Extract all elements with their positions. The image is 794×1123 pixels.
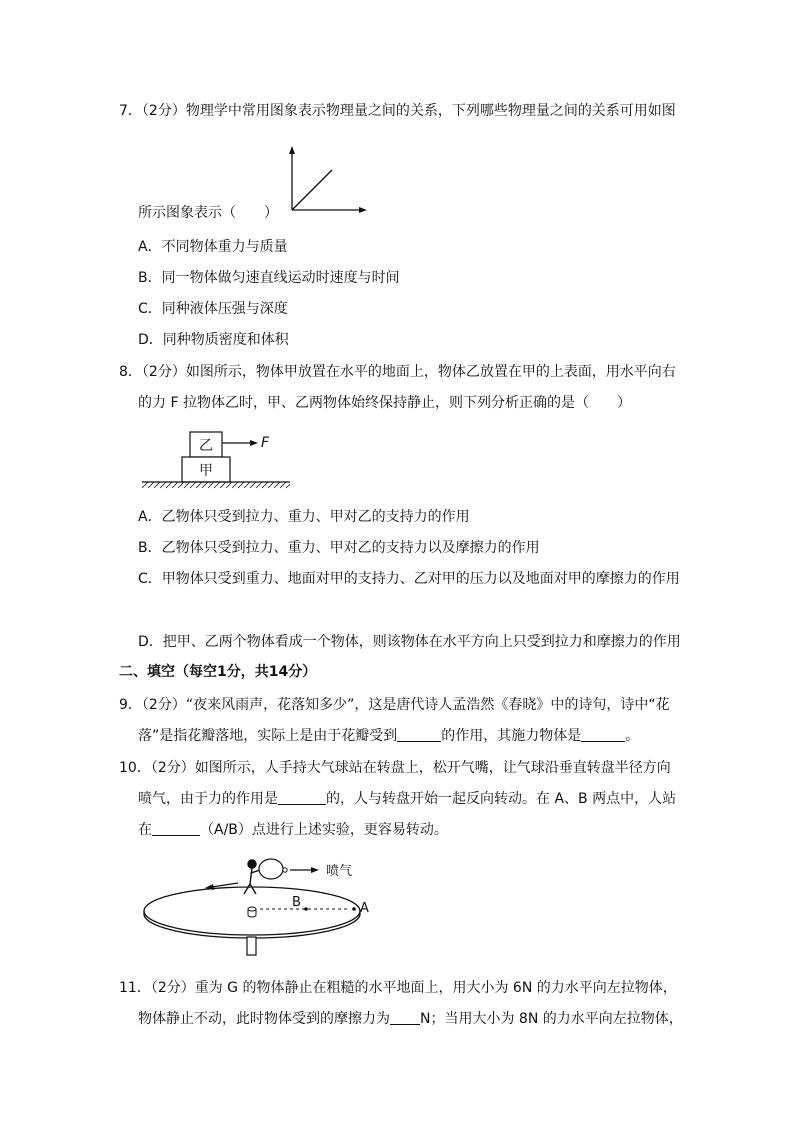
q10-stem-line1: 10．（2分）如图所示，人手持大气球站在转盘上，松开气嘴，让气球沿垂直转盘半径方向: [119, 760, 671, 776]
q7-proportional-line: [292, 170, 332, 210]
q7-option-a: A．不同物体重力与质量: [138, 239, 288, 255]
q10-balloon: [259, 859, 283, 879]
q8-force-arrowhead: [250, 440, 258, 446]
q7-stem-line2: 所示图象表示（ ）: [138, 205, 278, 221]
q9-text-part3: 。: [625, 728, 640, 744]
q8-blocks-figure: [140, 428, 300, 493]
q10-blank-2[interactable]: [152, 821, 200, 836]
q8-block-jia-label: 甲: [199, 463, 213, 479]
q10-stem-line2: [138, 789, 676, 809]
q8-force-label: F: [261, 435, 270, 451]
q10-turntable-shaft: [247, 937, 256, 955]
q10-jet-label: 喷气: [326, 864, 353, 879]
section-2-heading: 二、填空（每空1分，共14分）: [119, 664, 317, 680]
q10-balloon-nozzle: [283, 868, 287, 872]
q8-option-d: D．把甲、乙两个物体看成一个物体，则该物体在水平方向上只受到拉力和摩擦力的作用: [138, 634, 681, 650]
q10-blank-1[interactable]: [278, 790, 326, 805]
q10-point-b-label: B: [292, 895, 301, 910]
q8-ground-hatch: [142, 482, 290, 488]
q8-option-b: B．乙物体只受到拉力、重力、甲对乙的支持力以及摩擦力的作用: [138, 540, 540, 556]
q11-text-part1: 物体静止不动，此时物体受到的摩擦力为: [138, 1011, 390, 1027]
q9-text-part2: 的作用，其施力物体是: [441, 728, 582, 744]
q10-point-a-dot: [352, 907, 356, 911]
q10-text-part4: （A/B）点进行上述实验，更容易转动。: [200, 822, 448, 838]
q10-point-a-label: A: [360, 901, 369, 916]
q8-stem-line2: 的力 F 拉物体乙时，甲、乙两物体始终保持静止，则下列分析正确的是（ ）: [138, 395, 631, 411]
q9-text-part1: 落”是指花瓣落地，实际上是由于花瓣受到: [138, 728, 398, 744]
q8-option-c: C．甲物体只受到重力、地面对甲的支持力、乙对甲的压力以及地面对甲的摩擦力的作用: [138, 571, 680, 587]
q11-blank-1[interactable]: [390, 1010, 420, 1025]
q11-stem-line2: [138, 1009, 683, 1029]
q11-text-part2: N；当用大小为 8N 的力水平向左拉物体，: [420, 1011, 683, 1027]
q7-graph-figure: [280, 144, 375, 219]
q11-stem-line1: 11．（2分）重为 G 的物体静止在粗糙的水平地面上，用大小为 6N 的力水平向左拉物体，: [119, 980, 677, 996]
q10-turntable-figure: [140, 850, 380, 960]
q10-rotation-arrow: [212, 883, 238, 887]
q9-blank-1[interactable]: [397, 727, 441, 742]
q9-blank-2[interactable]: [581, 727, 625, 742]
q8-stem-line1: 8．（2分）如图所示，物体甲放置在水平的地面上，物体乙放置在甲的上表面，用水平向右: [119, 364, 676, 380]
q10-point-b-dot: [304, 907, 308, 911]
q7-x-arrow: [359, 207, 367, 213]
q9-stem-line2: [138, 726, 639, 746]
q9-stem-line1: 9．（2分）“夜来风雨声，花落知多少”，这是唐代诗人孟浩然《春晓》中的诗句，诗中“花: [119, 697, 670, 713]
q10-stem-line3: [138, 820, 448, 840]
q10-text-part1: 喷气，由于力的作用是: [138, 791, 278, 807]
q10-jet-arrowhead: [311, 867, 319, 873]
q7-stem-line1: 7．（2分）物理学中常用图象表示物理量之间的关系，下列哪些物理量之间的关系可用如图: [119, 103, 676, 119]
q8-option-a: A．乙物体只受到拉力、重力、甲对乙的支持力的作用: [138, 509, 470, 525]
q7-option-c: C．同种液体压强与深度: [138, 301, 288, 317]
q7-y-arrow: [289, 146, 295, 154]
q7-option-b: B．同一物体做匀速直线运动时速度与时间: [138, 270, 400, 286]
q7-option-d: D．同种物质密度和体积: [138, 332, 289, 348]
q10-text-part2: 的，人与转盘开始一起反向转动。在 A、B 两点中，人站: [326, 791, 677, 807]
q8-block-yi-label: 乙: [199, 438, 213, 454]
q10-text-part3: 在: [138, 822, 152, 838]
